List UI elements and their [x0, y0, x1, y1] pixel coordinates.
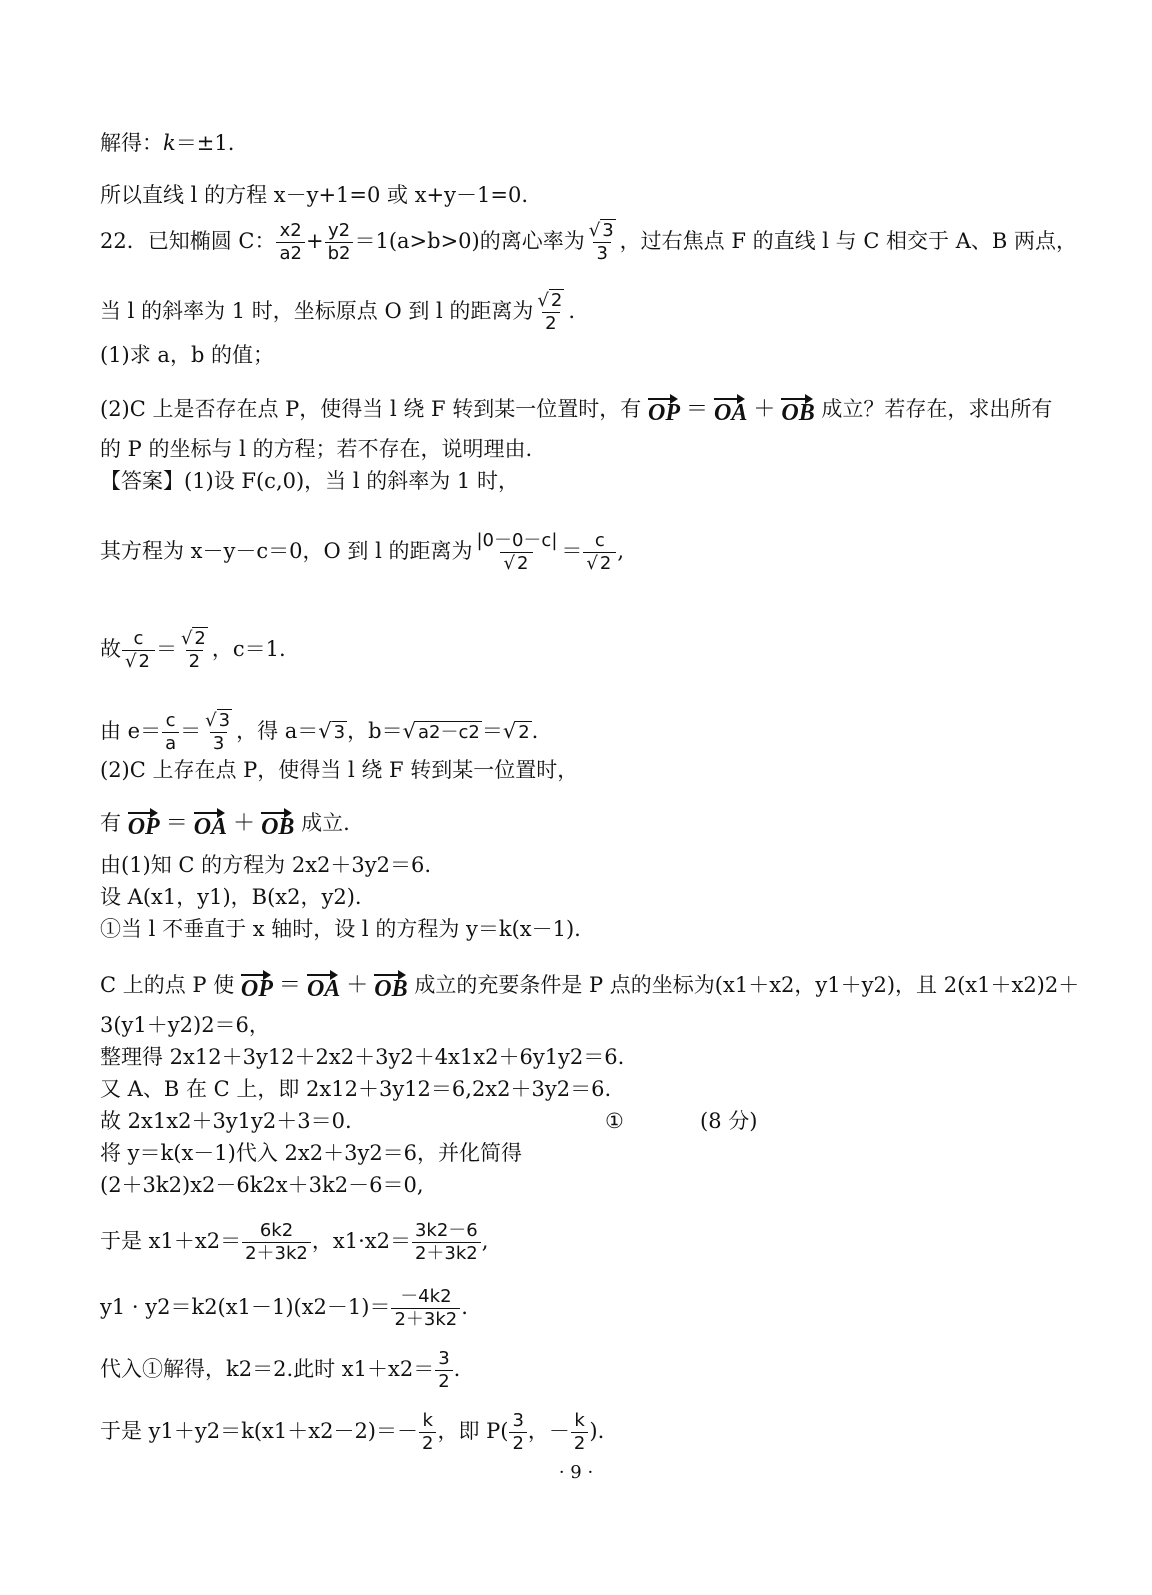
sqrt	[516, 720, 531, 746]
text: 故 2x1x2＋3y1y2＋3＝0.	[100, 1109, 352, 1133]
equals: ＝	[685, 397, 708, 422]
sqrt	[416, 720, 482, 746]
fraction	[586, 220, 619, 265]
text: .	[531, 719, 539, 743]
radicand: 3	[218, 710, 231, 731]
equals: ＝	[180, 719, 202, 743]
y-product-line	[100, 1286, 468, 1331]
on-ellipse: 又 A、B 在 C 上，即 2x12＋3y12＝6,2x2＋3y2＝6.	[100, 1077, 612, 1101]
text: ＝±1.	[175, 131, 235, 155]
line-equations: 所以直线 l 的方程 x－y+1=0 或 x+y－1=0.	[100, 183, 529, 207]
text: .	[453, 1357, 461, 1381]
quadratic: (2＋3k2)x2－6k2x＋3k2－6＝0,	[100, 1173, 424, 1197]
text: .	[568, 299, 576, 323]
numerator: √ 2	[537, 290, 563, 311]
answer-line-e: 由 e＝ $\frac{c}{a}$ ＝ $\frac{√ 3}{3}$ ，得 a＝√ 3，b＝√ a2－c2＝√ 2.	[100, 710, 539, 754]
numerator: √ 3	[588, 220, 614, 241]
numerator: 3	[512, 1410, 524, 1431]
radicand: 2	[518, 722, 530, 743]
text: ，－	[527, 1419, 570, 1443]
simplified: 整理得 2x12＋3y12＋2x2＋3y2＋4x1x2＋6y1y2＝6.	[100, 1045, 625, 1069]
fraction	[419, 1410, 436, 1455]
answer-line-c	[100, 628, 286, 673]
fraction	[509, 1410, 526, 1455]
page-number: · 9 ·	[558, 1462, 594, 1483]
substitute: 将 y＝k(x－1)代入 2x2＋3y2＝6，并化简得	[100, 1141, 523, 1165]
denominator: 2＋3k2	[412, 1242, 481, 1265]
equals: ＝	[481, 719, 503, 743]
text: ，b＝	[347, 719, 403, 743]
plus: +	[305, 229, 324, 253]
text: .	[461, 1295, 468, 1319]
vector-op: OP	[648, 392, 680, 426]
fraction	[178, 628, 211, 673]
radicand: 3	[602, 220, 614, 241]
point-p-line	[100, 1410, 604, 1455]
answer-part-2: (2)C 上存在点 P，使得当 l 绕 F 转到某一位置时，	[100, 758, 579, 782]
numerator: √ 3	[205, 710, 231, 731]
denominator: √ 2	[122, 650, 155, 673]
denominator: 2＋3k2	[391, 1308, 460, 1331]
denominator: 2	[571, 1432, 588, 1455]
problem-22-line-1	[100, 220, 1077, 265]
radicand: 2	[138, 651, 150, 672]
denominator: b2	[325, 242, 354, 265]
numerator: |0－0－c|	[476, 530, 558, 551]
vector-ob: OB	[781, 392, 814, 426]
condition-line	[100, 968, 1079, 1002]
text: C 上的点 P 使	[100, 973, 235, 997]
equals: ＝	[561, 539, 583, 563]
denominator: 2	[419, 1432, 436, 1455]
text: 当 l 的斜率为 1 时，坐标原点 O 到 l 的距离为	[100, 299, 534, 323]
text: y1 · y2＝k2(x1－1)(x2－1)＝	[100, 1295, 391, 1319]
numerator: y2	[327, 220, 351, 241]
fraction	[391, 1286, 460, 1331]
radicand: 2	[550, 290, 563, 311]
text: 成立.	[301, 811, 350, 835]
vector-oa: OA	[307, 968, 340, 1002]
condition-cont: 3(y1＋y2)2＝6，	[100, 1013, 270, 1037]
problem-22-line-2	[100, 290, 575, 335]
numerator: k	[574, 1410, 585, 1431]
denominator: √ 2	[500, 552, 533, 575]
numerator: －4k2	[400, 1286, 452, 1307]
radicand: 2	[194, 628, 206, 649]
denominator: 2	[186, 650, 203, 673]
text: ，c＝1.	[211, 637, 286, 661]
radicand: 3	[333, 722, 346, 743]
fraction	[571, 1410, 588, 1455]
vector-ob: OB	[261, 806, 294, 840]
vector-op: OP	[241, 968, 273, 1002]
answer-line-distance	[100, 530, 624, 575]
vector-op: OP	[128, 806, 160, 840]
text: 解得：	[100, 131, 163, 155]
text: 于是 y1＋y2＝k(x1＋x2－2)＝－	[100, 1419, 419, 1443]
plus: ＋	[346, 973, 369, 998]
numerator: c	[165, 710, 176, 731]
vector-ob: OB	[374, 968, 407, 1002]
marker: ①	[605, 1109, 624, 1133]
fraction	[435, 1348, 452, 1393]
text: (2)C 上是否存在点 P，使得当 l 绕 F 转到某一位置时，有	[100, 397, 642, 421]
equals: ＝	[278, 973, 301, 998]
plus: ＋	[233, 811, 256, 836]
radicand: a2－c2	[417, 722, 480, 743]
case-1: ①当 l 不垂直于 x 轴时，设 l 的方程为 y＝k(x－1).	[100, 917, 581, 941]
ellipse-equation: 由(1)知 C 的方程为 2x2＋3y2＝6.	[100, 853, 432, 877]
fraction	[162, 710, 179, 755]
denominator: 2	[542, 312, 559, 335]
numerator: c	[133, 628, 144, 649]
vieta-line	[100, 1220, 488, 1265]
denominator: 3	[593, 242, 610, 265]
numerator: 3	[438, 1348, 450, 1369]
denominator: 3	[210, 732, 227, 755]
text: ).	[589, 1419, 605, 1443]
equals: ＝	[155, 637, 177, 661]
equals: ＝	[165, 811, 188, 836]
k-variable: k	[163, 131, 176, 155]
solution-line-1	[100, 130, 234, 156]
text: ，x1·x2＝	[311, 1229, 411, 1253]
plus: ＋	[753, 397, 776, 422]
part-2-cont: 的 P 的坐标与 l 的方程；若不存在，说明理由.	[100, 437, 533, 461]
fraction	[122, 628, 155, 673]
denominator: 2	[435, 1370, 452, 1393]
fraction	[276, 220, 304, 265]
text: 其方程为 x－y－c＝0，O 到 l 的距离为	[100, 539, 473, 563]
score: (8 分)	[700, 1109, 758, 1133]
numerator: x2	[279, 220, 302, 241]
text: 于是 x1＋x2＝	[100, 1229, 242, 1253]
fraction	[325, 220, 354, 265]
radicand: 2	[599, 553, 612, 574]
text: ＝1(a>b>0)的离心率为	[354, 229, 585, 253]
text: ,	[617, 539, 625, 563]
text: 22．已知椭圆 C：	[100, 229, 276, 253]
text: 故	[100, 637, 121, 661]
fraction	[534, 290, 567, 335]
vector-oa: OA	[194, 806, 227, 840]
denominator: 2	[509, 1432, 526, 1455]
text: 有	[100, 811, 121, 835]
fraction	[202, 710, 235, 755]
sqrt	[332, 720, 347, 746]
numerator: c	[594, 530, 605, 551]
result-line	[100, 1108, 758, 1134]
text: ，即 P(	[437, 1419, 509, 1443]
part-1: (1)求 a，b 的值；	[100, 343, 275, 367]
text: ,	[481, 1229, 489, 1253]
text: ，得 a＝	[236, 719, 319, 743]
k-solved-line	[100, 1348, 460, 1393]
text: 成立的充要条件是 P 点的坐标为(x1＋x2，y1＋y2)，且 2(x1＋x2)2＋	[414, 973, 1080, 997]
text: 成立？若存在，求出所有	[821, 397, 1053, 421]
part-2	[100, 392, 1052, 426]
fraction	[583, 530, 616, 575]
vector-oa: OA	[714, 392, 747, 426]
numerator: 6k2	[259, 1220, 294, 1241]
points-ab: 设 A(x1，y1)，B(x2，y2).	[100, 885, 362, 909]
fraction	[242, 1220, 311, 1265]
answer-vector-eq	[100, 806, 350, 840]
numerator: 3k2－6	[414, 1220, 478, 1241]
denominator: a2	[276, 242, 304, 265]
fraction	[473, 530, 560, 575]
denominator: 2＋3k2	[242, 1242, 311, 1265]
numerator: k	[422, 1410, 433, 1431]
text: ，过右焦点 F 的直线 l 与 C 相交于 A、B 两点，	[619, 229, 1078, 253]
answer-start: 【答案】(1)设 F(c,0)，当 l 的斜率为 1 时，	[100, 469, 519, 493]
denominator: √ 2	[583, 552, 616, 575]
denominator: a	[162, 732, 179, 755]
text: 代入①解得，k2＝2.此时 x1＋x2＝	[100, 1357, 435, 1381]
text: 由 e＝	[100, 719, 162, 743]
fraction	[412, 1220, 481, 1265]
radicand: 2	[516, 553, 529, 574]
numerator: √ 2	[180, 628, 206, 649]
